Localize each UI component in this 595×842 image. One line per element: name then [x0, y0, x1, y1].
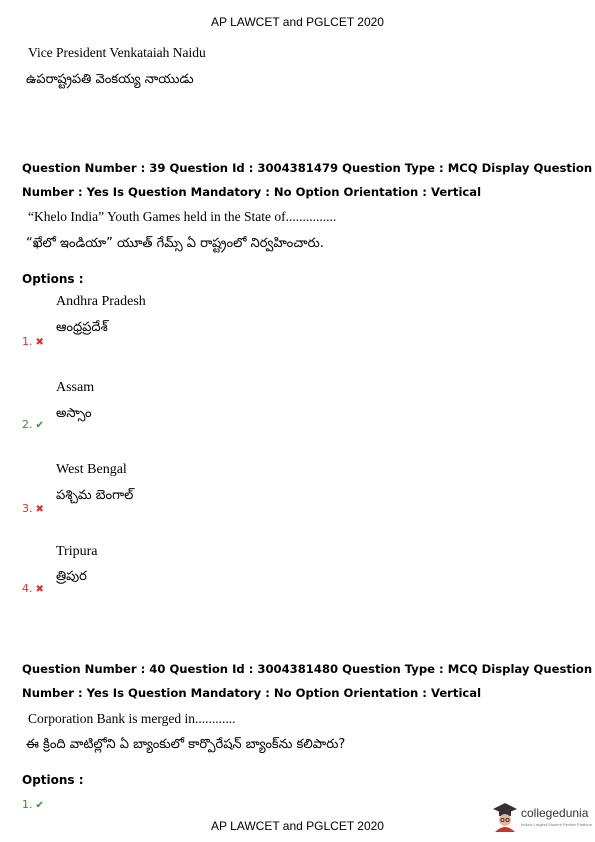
q40-option-1-number: 1. ✔: [22, 798, 44, 811]
option-4-telugu: త్రిపుర: [56, 569, 87, 584]
logo-name: collegedunia: [521, 806, 589, 820]
option-2-number: 2. ✔: [22, 418, 44, 431]
option-1-english: Andhra Pradesh: [56, 294, 146, 309]
option-4-number: 4. ✖: [22, 582, 44, 595]
logo-tagline: India's Largest Student Review Platform: [521, 822, 593, 827]
option-2-telugu: అస్సాం: [56, 406, 92, 421]
option-1-number: 1. ✖: [22, 335, 44, 348]
option-1-telugu: ఆంధ్రప్రదేశ్: [56, 320, 108, 335]
cross-icon: ✖: [35, 584, 44, 595]
question-40-text-english: Corporation Bank is merged in............: [28, 711, 236, 726]
option-3-telugu: పశ్చిమ బెంగాల్: [56, 488, 134, 503]
collegedunia-logo: [492, 802, 592, 834]
question-39-text-english: “Khelo India” Youth Games held in the State of...............: [28, 209, 337, 224]
question-40-meta-line2: Number : Yes Is Question Mandatory : No Option Orientation : Vertical: [22, 686, 482, 700]
question-40-text-telugu: ఈ క్రింది వాటిల్లోని ఏ బ్యాంకులో కార్పొరేషన్ బ్యాంక్‌ను కలిపారు?: [26, 737, 346, 752]
question-40-meta-line1: Question Number : 40 Question Id : 3004381480 Question Type : MCQ Display Question: [22, 662, 593, 676]
page-header: AP LAWCET and PGLCET 2020: [211, 15, 384, 29]
cross-icon: ✖: [35, 504, 44, 515]
cross-icon: ✖: [35, 337, 44, 348]
option-3-number: 3. ✖: [22, 502, 44, 515]
check-icon: ✔: [35, 420, 44, 431]
option-2-english: Assam: [56, 380, 95, 395]
previous-answer-telugu: ఉపరాష్ట్రపతి వెంకయ్య నాయుడు: [26, 72, 194, 87]
graduate-icon: [492, 802, 518, 832]
page-footer: AP LAWCET and PGLCET 2020: [211, 819, 384, 833]
check-icon: ✔: [35, 800, 44, 811]
question-39-meta-line2: Number : Yes Is Question Mandatory : No Option Orientation : Vertical: [22, 185, 482, 199]
previous-answer-english: Vice President Venkataiah Naidu: [28, 45, 206, 60]
question-40-options-label: Options :: [22, 773, 84, 787]
option-3-english: West Bengal: [56, 462, 127, 477]
question-39-meta-line1: Question Number : 39 Question Id : 3004381479 Question Type : MCQ Display Question: [22, 161, 593, 175]
question-39-text-telugu: “ఖేలో ఇండియా” యూత్ గేమ్స్ ఏ రాష్ట్రంలో నిర్వహించారు.: [26, 236, 324, 251]
question-39-options-label: Options :: [22, 272, 84, 286]
option-4-english: Tripura: [56, 544, 98, 559]
